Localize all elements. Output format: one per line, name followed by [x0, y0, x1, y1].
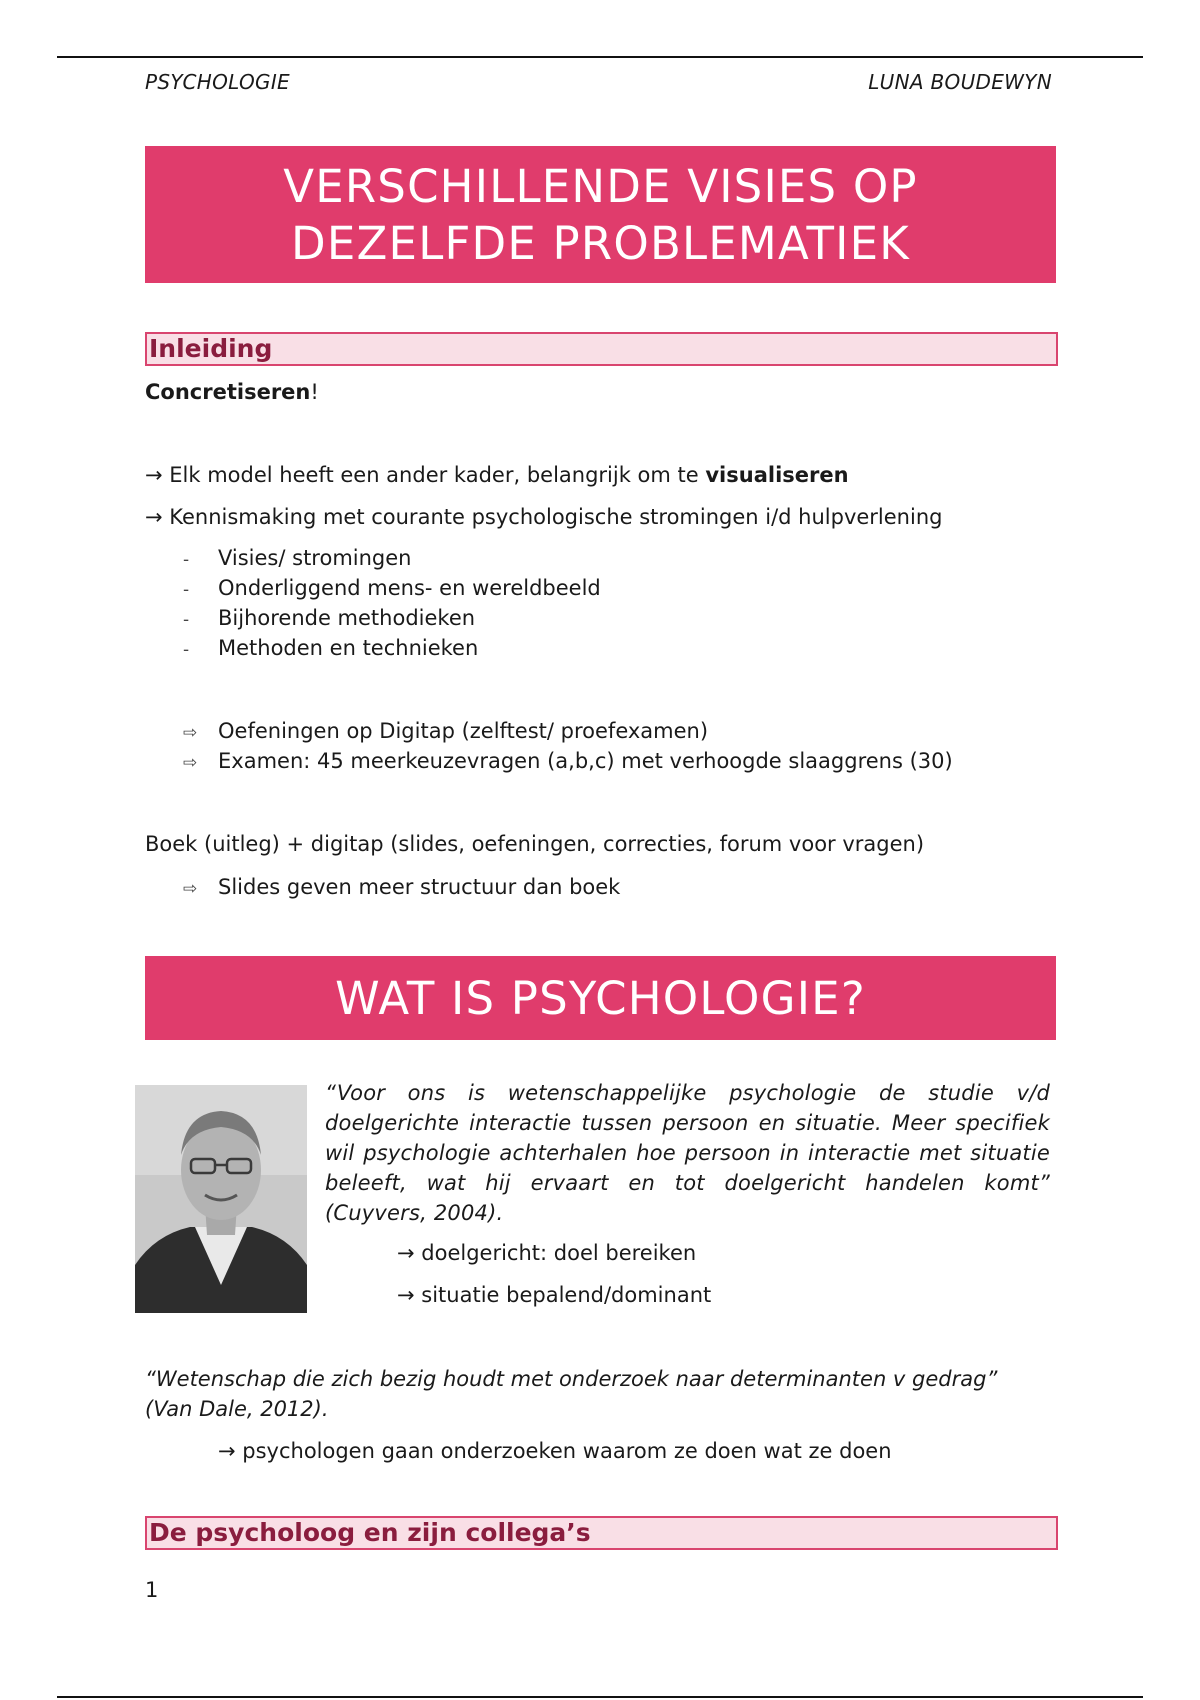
- header-author: LUNA BOUDEWYN: [868, 70, 1052, 94]
- list-item: - Bijhorende methodieken: [183, 604, 475, 634]
- list-item: - Onderliggend mens- en wereldbeeld: [183, 574, 601, 604]
- concretiseren-line: [145, 378, 319, 406]
- arrow-line-model: [145, 461, 849, 489]
- section-banner: [145, 956, 1056, 1040]
- list-item: ⇨ Oefeningen op Digitap (zelftest/ proefexamen): [183, 717, 708, 747]
- page-number: 1: [145, 1578, 159, 1602]
- arrow-line-kennismaking: → Kennismaking met courante psychologische stromingen i/d hulpverlening: [145, 505, 943, 529]
- arrow-line-model-text: → Elk model heeft een ander kader, belangrijk om te: [145, 463, 706, 487]
- arrow-note-psychologen: → psychologen gaan onderzoeken waarom ze doen wat ze doen: [218, 1439, 892, 1463]
- dash-bullet: -: [183, 550, 190, 570]
- hollow-arrow-icon: ⇨: [183, 723, 198, 743]
- list-item: ⇨ Examen: 45 meerkeuzevragen (a,b,c) met verhoogde slaaggrens (30): [183, 747, 953, 777]
- definition-quote-vandale: “Wetenschap die zich bezig houdt met onderzoek naar determinanten v gedrag” (Van Dale, 2012).: [145, 1367, 998, 1421]
- portrait-photo: [135, 1085, 307, 1313]
- list-item: - Visies/ stromingen: [183, 544, 411, 574]
- visualiseren-bold: visualiseren: [705, 463, 849, 487]
- concretiseren-bold: Concretiseren: [145, 380, 311, 404]
- definition-quote-cuyvers: “Voor ons is wetenschappelijke psychologie de studie v/d doelgerichte interactie tussen persoon en situatie. Meer specifiek wil psychologie achterhalen hoe persoon in interactie met situatie beleeft, wat hij ervaart en tot doelgericht handelen komt” (Cuyvers, 2004).: [325, 1081, 1050, 1225]
- bottom-rule: [57, 1696, 1143, 1698]
- dash-bullet: -: [183, 610, 190, 630]
- arrow-note-situatie: → situatie bepalend/dominant: [397, 1283, 712, 1307]
- book-line: Boek (uitleg) + digitap (slides, oefeningen, correcties, forum voor vragen): [145, 832, 925, 856]
- title-banner: [145, 146, 1056, 283]
- arrow-note-doelgericht: → doelgericht: doel bereiken: [397, 1241, 697, 1265]
- section-banner-title: WAT IS PSYCHOLOGIE?: [335, 971, 866, 1025]
- section-heading-inleiding: Inleiding: [145, 332, 1058, 366]
- concretiseren-tail: !: [310, 380, 319, 404]
- dash-bullet: -: [183, 580, 190, 600]
- section-heading-collegas: De psycholoog en zijn collega’s: [145, 1516, 1058, 1550]
- top-rule: [57, 56, 1143, 58]
- list-item: ⇨ Slides geven meer structuur dan boek: [183, 873, 620, 903]
- hollow-arrow-icon: ⇨: [183, 879, 198, 899]
- dash-bullet: -: [183, 640, 190, 660]
- hollow-arrow-icon: ⇨: [183, 753, 198, 773]
- page-title: VERSCHILLENDE VISIES OP DEZELFDE PROBLEMATIEK: [283, 159, 918, 270]
- header-subject: PSYCHOLOGIE: [145, 70, 290, 94]
- list-item: - Methoden en technieken: [183, 634, 478, 664]
